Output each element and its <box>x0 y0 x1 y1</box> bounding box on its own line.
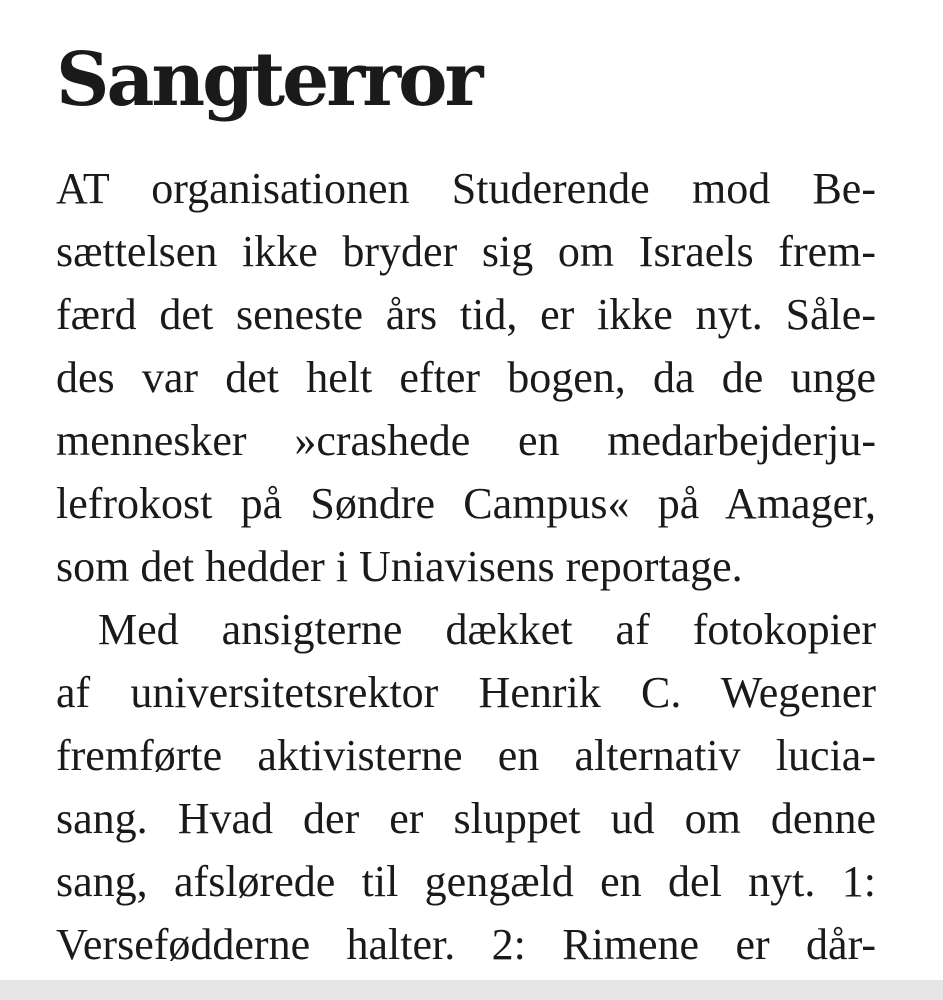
article-body <box>56 157 876 976</box>
article-headline: Sangterror <box>56 37 481 123</box>
text-line: lefrokost på Søndre Campus« på Amager, <box>56 479 876 528</box>
paragraph-1 <box>56 157 876 598</box>
text-line: sættelsen ikke bryder sig om Israels frem- <box>56 227 876 276</box>
text-line: af universitetsrektor Henrik C. Wegener <box>56 668 876 717</box>
text-line: sang, afslørede til gengæld en del nyt. 1: <box>56 857 876 906</box>
paragraph-2 <box>56 598 876 976</box>
text-line: som det hedder i Uniavisens reportage. <box>56 542 743 591</box>
text-line: Med ansigterne dækket af fotokopier <box>98 605 876 654</box>
text-line: Versefødderne halter. 2: Rimene er dår- <box>56 920 876 969</box>
text-line: færd det seneste års tid, er ikke nyt. Såle- <box>56 290 876 339</box>
text-line: fremførte aktivisterne en alternativ lucia- <box>56 731 876 780</box>
text-line: mennesker »crashede en medarbejderju- <box>56 416 876 465</box>
text-line: sang. Hvad der er sluppet ud om denne <box>56 794 876 843</box>
bottom-bar <box>0 980 943 1000</box>
text-line: AT organisationen Studerende mod Be- <box>56 164 876 213</box>
text-line: des var det helt efter bogen, da de unge <box>56 353 876 402</box>
